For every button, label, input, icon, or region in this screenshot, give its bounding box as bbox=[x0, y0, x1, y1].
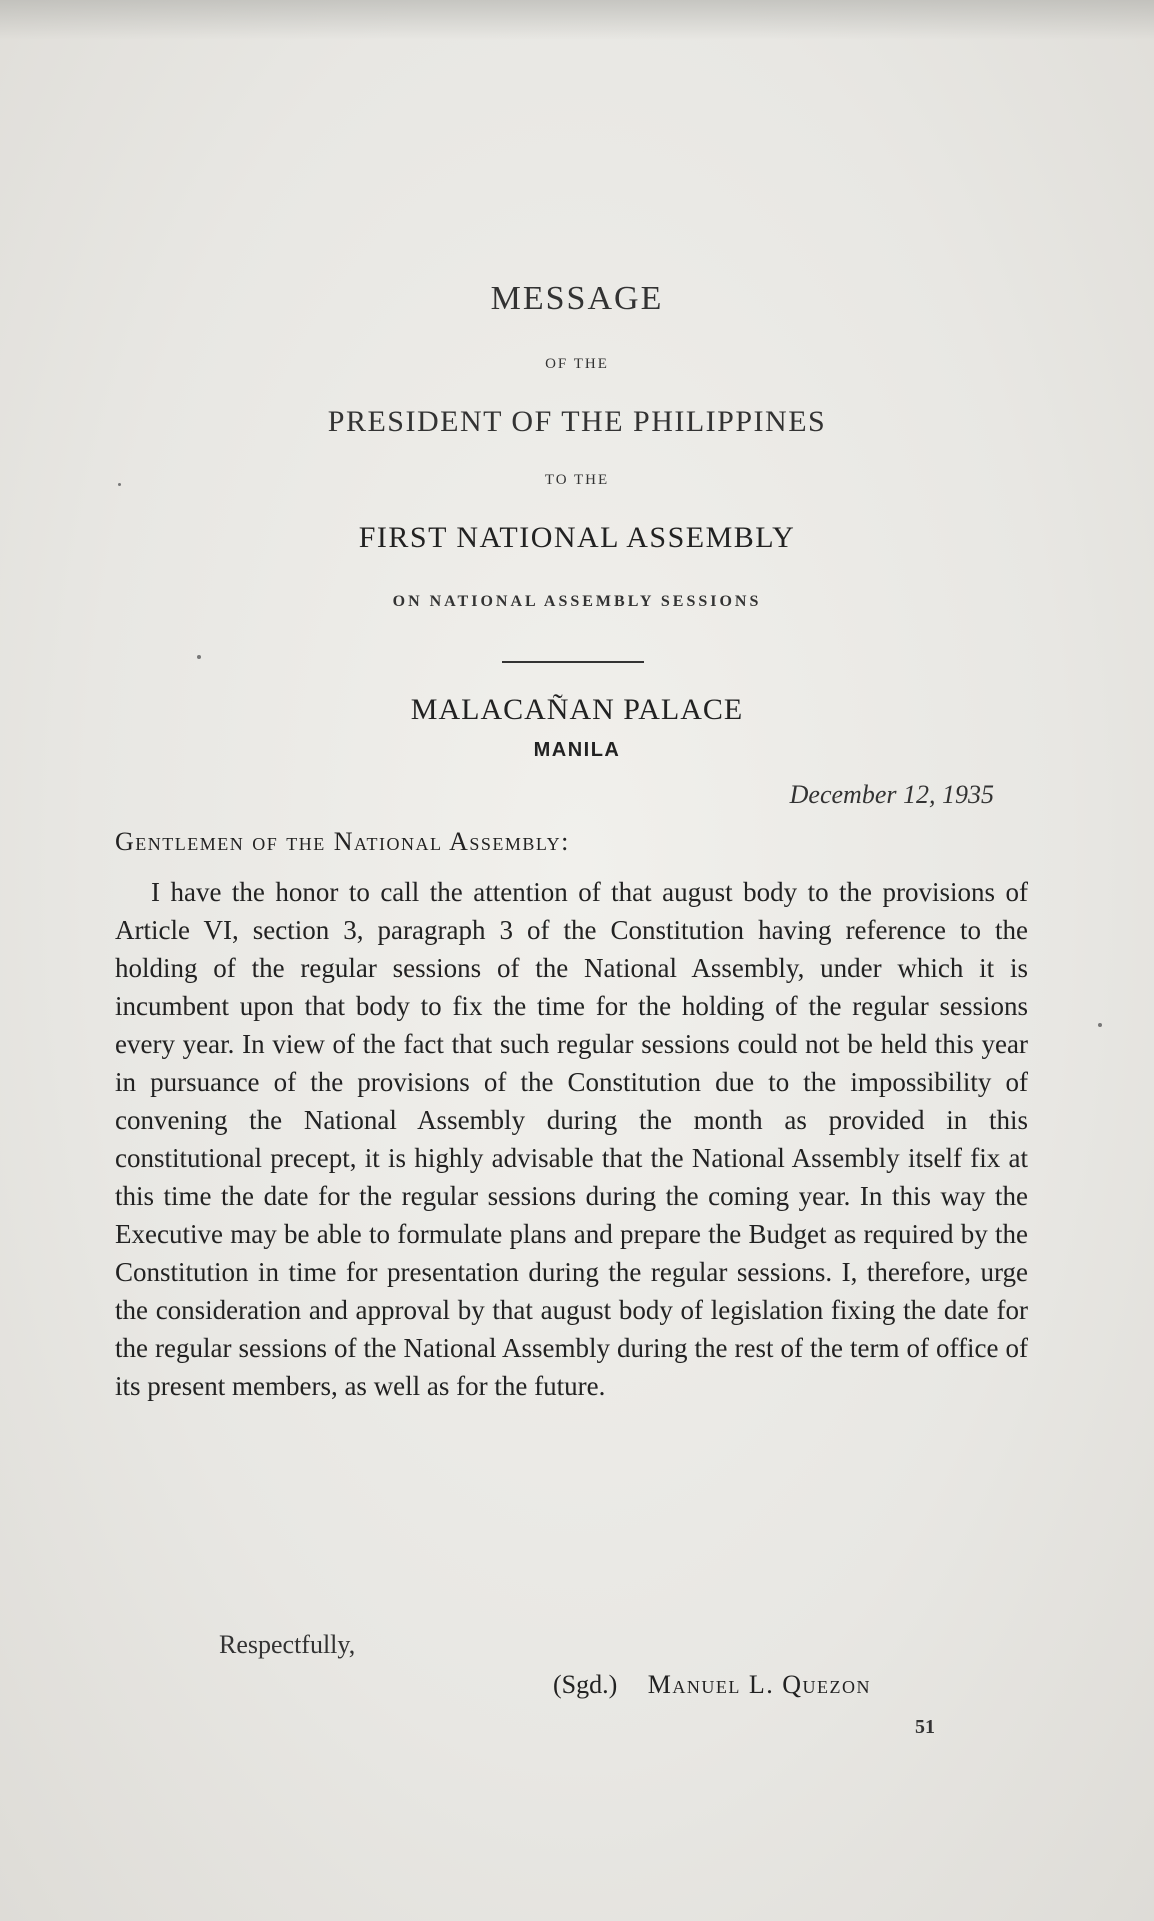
message-heading: MESSAGE bbox=[490, 280, 664, 317]
letter-date: December 12, 1935 bbox=[789, 780, 994, 809]
palace-heading: MALACAÑAN PALACE bbox=[410, 693, 744, 726]
divider-rule bbox=[502, 661, 644, 663]
signatory-name: Manuel L. Quezon bbox=[647, 1670, 872, 1699]
assembly-heading: FIRST NATIONAL ASSEMBLY bbox=[358, 521, 796, 554]
of-the-line: OF THE bbox=[545, 356, 609, 372]
salutation: Gentlemen of the National Assembly: bbox=[115, 827, 570, 856]
paper-speck bbox=[118, 483, 121, 486]
page-number: 51 bbox=[915, 1716, 935, 1738]
city-heading: MANILA bbox=[533, 739, 621, 761]
signature-block bbox=[553, 1670, 871, 1700]
signed-marker: (Sgd.) bbox=[553, 1670, 618, 1699]
letter-body: I have the honor to call the attention of that august body to the provisions of Article VI, section 3, paragraph 3 of the Constitution having reference to the holding of the regular sessions of the National Assembly, under which it is incumbent upon that body to fix the time for the holding of the regular sessions every year. In view of the fact that such regular sessions could not be held this year in pursuance of the provisions of the Constitution due to the impossibility of convening the National Assembly during the month as provided in this constitutional precept, it is highly advisable that the National Assembly itself fix at this time the date for the regular sessions during the coming year. In this way the Executive may be able to formulate plans and prepare the Budget as required by the Constitution in time for presentation during the regular sessions. I, therefore, urge the consideration and approval by that august body of legislation fixing the date for the regular sessions of the National Assembly during the rest of the term of office of its present members, as well as for the future. bbox=[115, 877, 1028, 1401]
closing: Respectfully, bbox=[219, 1630, 356, 1659]
subject-heading: ON NATIONAL ASSEMBLY SESSIONS bbox=[392, 593, 762, 610]
to-the-line: TO THE bbox=[544, 472, 610, 488]
paper-speck bbox=[1098, 1023, 1102, 1027]
president-heading: PRESIDENT OF THE PHILIPPINES bbox=[327, 405, 827, 438]
paper-speck bbox=[197, 655, 201, 659]
